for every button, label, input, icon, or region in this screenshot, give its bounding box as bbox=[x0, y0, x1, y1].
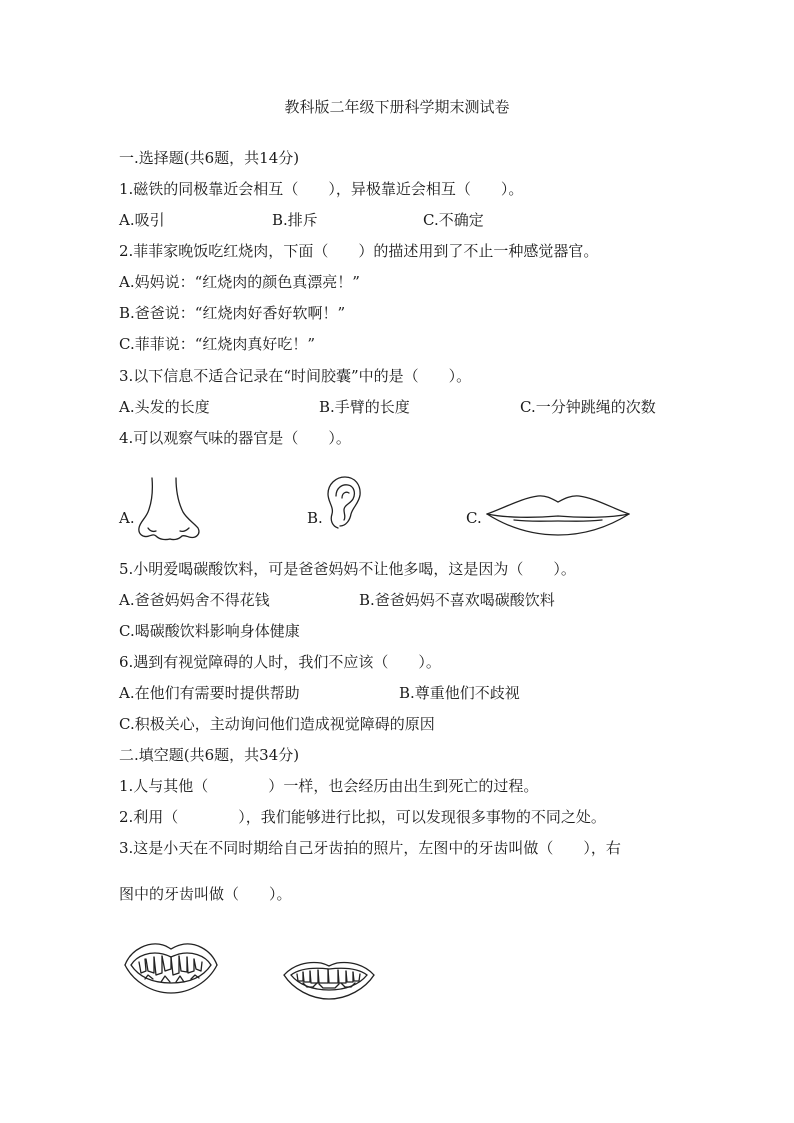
section2-heading: 二.填空题(共6题，共34分) bbox=[119, 746, 300, 764]
question-1-2: 2.菲菲家晚饭吃红烧肉，下面（ ）的描述用到了不止一种感觉器官。 bbox=[119, 242, 599, 260]
ear-icon bbox=[324, 474, 364, 536]
q1-6-option-c: C.积极关心，主动询问他们造成视觉障碍的原因 bbox=[119, 715, 435, 733]
q1-2-option-b: B.爸爸说：“红烧肉好香好软啊！” bbox=[119, 304, 346, 322]
question-1-6: 6.遇到有视觉障碍的人时，我们不应该（ ）。 bbox=[119, 653, 441, 671]
q1-3-option-a: A.头发的长度 bbox=[119, 398, 210, 416]
q1-5-option-c: C.喝碳酸饮料影响身体健康 bbox=[119, 622, 300, 640]
q1-5-option-a: A.爸爸妈妈舍不得花钱 bbox=[119, 591, 270, 609]
q1-2-option-c: C.菲菲说：“红烧肉真好吃！” bbox=[119, 335, 316, 353]
q1-1-option-a: A.吸引 bbox=[119, 211, 165, 229]
q1-1-option-c: C.不确定 bbox=[423, 211, 484, 229]
question-1-5: 5.小明爱喝碳酸饮料，可是爸爸妈妈不让他多喝，这是因为（ ）。 bbox=[119, 560, 576, 578]
exam-title: 教科版二年级下册科学期末测试卷 bbox=[284, 98, 510, 116]
lips-icon bbox=[484, 490, 632, 542]
question-1-4: 4.可以观察气味的器官是（ ）。 bbox=[119, 429, 351, 447]
question-2-1: 1.人与其他（ ）一样，也会经历由出生到死亡的过程。 bbox=[119, 777, 539, 795]
question-2-3-line1: 3.这是小天在不同时期给自己牙齿拍的照片，左图中的牙齿叫做（ ），右 bbox=[119, 839, 621, 857]
question-2-3-line2: 图中的牙齿叫做（ ）。 bbox=[119, 885, 292, 903]
question-1-1: 1.磁铁的同极靠近会相互（ ），异极靠近会相互（ ）。 bbox=[119, 180, 524, 198]
q1-4-option-c: C. bbox=[466, 509, 482, 527]
question-2-2: 2.利用（ ），我们能够进行比拟，可以发现很多事物的不同之处。 bbox=[119, 808, 606, 826]
q1-3-option-b: B.手臂的长度 bbox=[319, 398, 410, 416]
q1-1-option-b: B.排斥 bbox=[272, 211, 318, 229]
permanent-teeth-icon bbox=[281, 957, 377, 1007]
section1-heading: 一.选择题(共6题，共14分) bbox=[119, 149, 300, 167]
baby-teeth-icon bbox=[121, 935, 221, 1003]
nose-icon bbox=[136, 476, 204, 548]
question-1-3: 3.以下信息不适合记录在“时间胶囊”中的是（ ）。 bbox=[119, 367, 472, 385]
q1-4-option-b: B. bbox=[307, 509, 323, 527]
q1-6-option-a: A.在他们有需要时提供帮助 bbox=[119, 684, 300, 702]
q1-4-option-a: A. bbox=[119, 509, 135, 527]
q1-6-option-b: B.尊重他们不歧视 bbox=[399, 684, 520, 702]
q1-3-option-c: C.一分钟跳绳的次数 bbox=[520, 398, 656, 416]
q1-2-option-a: A.妈妈说：“红烧肉的颜色真漂亮！” bbox=[119, 273, 360, 291]
q1-5-option-b: B.爸爸妈妈不喜欢喝碳酸饮料 bbox=[359, 591, 555, 609]
